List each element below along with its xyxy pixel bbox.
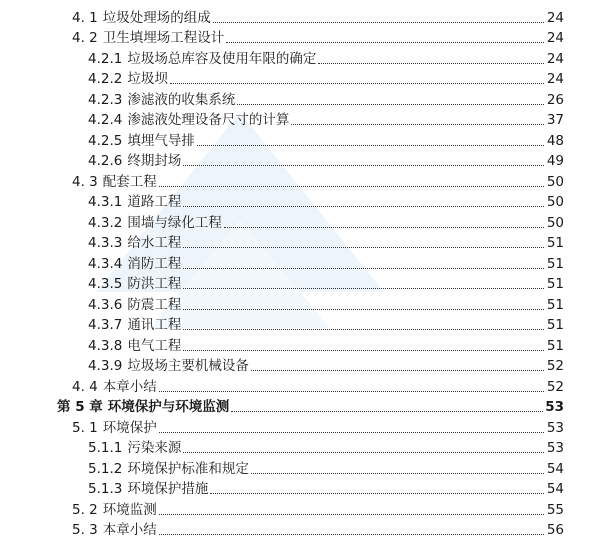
- toc-entry-number: 5.1.2: [88, 461, 122, 477]
- toc-entry-title: 垃圾处理场的组成: [103, 10, 211, 26]
- toc-entry-number: 4.3.8: [88, 338, 122, 354]
- toc-entry-page-number: 26: [546, 92, 564, 108]
- toc-entry[interactable]: [0, 354, 602, 375]
- toc-entry[interactable]: [0, 415, 602, 436]
- toc-entry[interactable]: [0, 292, 602, 313]
- toc-entry-title: 垃圾场总库容及使用年限的确定: [127, 51, 316, 67]
- toc-entry-title: 围墙与绿化工程: [127, 215, 222, 231]
- toc-entry-title: 垃圾场主要机械设备: [127, 358, 249, 374]
- toc-entry[interactable]: [0, 46, 602, 67]
- toc-entry-number: 4.3.2: [88, 215, 122, 231]
- toc-entry-title: 消防工程: [127, 256, 181, 272]
- toc-entry-number: 4.3.6: [88, 297, 122, 313]
- toc-dot-leader: [237, 104, 544, 105]
- toc-entry[interactable]: [0, 108, 602, 129]
- toc-entry[interactable]: [0, 313, 602, 334]
- toc-dot-leader: [159, 432, 544, 433]
- toc-entry-title: 通讯工程: [127, 317, 181, 333]
- toc-entry-page-number: 51: [546, 276, 564, 292]
- toc-entry-page-number: 51: [546, 317, 564, 333]
- toc-entry-page-number: 51: [546, 256, 564, 272]
- toc-entry[interactable]: [0, 333, 602, 354]
- toc-entry[interactable]: [0, 477, 602, 498]
- toc-entry-number: 4.2.3: [88, 92, 122, 108]
- toc-entry-number: 4.3.7: [88, 317, 122, 333]
- toc-entry[interactable]: [0, 149, 602, 170]
- toc-entry-title: 电气工程: [127, 338, 181, 354]
- toc-entry-number: 第 5 章: [57, 399, 103, 415]
- toc-entry-title: 终期封场: [127, 153, 181, 169]
- toc-entry-number: 4.2.6: [88, 153, 122, 169]
- toc-entry-number: 4.2.1: [88, 51, 122, 67]
- toc-entry-title: 本章小结: [103, 379, 157, 395]
- toc-entry-number: 5.1.3: [88, 481, 122, 497]
- toc-entry-page-number: 37: [546, 112, 564, 128]
- toc-dot-leader: [291, 124, 544, 125]
- toc-entry-number: 4.3.1: [88, 194, 122, 210]
- toc-entry[interactable]: [0, 436, 602, 457]
- toc-dot-leader: [159, 514, 544, 515]
- toc-dot-leader: [183, 268, 544, 269]
- toc-dot-leader: [213, 22, 544, 23]
- toc-entry-number: 5. 2: [72, 502, 98, 518]
- toc-entry-title: 环境保护标准和规定: [127, 461, 249, 477]
- toc-entry-number: 4.3.5: [88, 276, 122, 292]
- toc-dot-leader: [183, 350, 544, 351]
- toc-entry-title: 防震工程: [127, 297, 181, 313]
- toc-entry-page-number: 51: [546, 338, 564, 354]
- toc-entry-page-number: 56: [546, 522, 564, 538]
- toc-entry-title: 防洪工程: [127, 276, 181, 292]
- toc-dot-leader: [159, 391, 544, 392]
- toc-entry[interactable]: [0, 251, 602, 272]
- toc-entry-title: 配套工程: [103, 174, 157, 190]
- toc-entry-number: 4.2.5: [88, 133, 122, 149]
- toc-dot-leader: [159, 534, 544, 535]
- toc-entry-title: 环境保护措施: [127, 481, 208, 497]
- toc-dot-leader: [210, 493, 544, 494]
- toc-entry-title: 卫生填埋场工程设计: [103, 30, 225, 46]
- toc-entry-number: 4. 1: [72, 10, 98, 26]
- toc-entry-title: 环境保护与环境监测: [108, 399, 230, 415]
- toc-entry-title: 填埋气导排: [127, 133, 195, 149]
- toc-entry-number: 5. 3: [72, 522, 98, 538]
- toc-entry-page-number: 54: [546, 461, 564, 477]
- toc-entry-title: 渗滤液处理设备尺寸的计算: [127, 112, 289, 128]
- toc-entry[interactable]: [0, 190, 602, 211]
- toc-dot-leader: [183, 206, 544, 207]
- toc-entry-title: 渗滤液的收集系统: [127, 92, 235, 108]
- toc-entry[interactable]: [0, 231, 602, 252]
- toc-entry[interactable]: [0, 272, 602, 293]
- toc-entry[interactable]: [0, 374, 602, 395]
- toc-entry-number: 5.1.1: [88, 440, 122, 456]
- toc-entry-title: 道路工程: [127, 194, 181, 210]
- toc-entry[interactable]: [0, 518, 602, 538]
- toc-entry-title: 环境保护: [103, 420, 157, 436]
- toc-dot-leader: [183, 452, 544, 453]
- toc-entry[interactable]: [0, 128, 602, 149]
- toc-entry-title: 垃圾坝: [127, 71, 168, 87]
- toc-dot-leader: [318, 63, 544, 64]
- toc-entry-title: 污染来源: [127, 440, 181, 456]
- toc-entry-number: 4.3.3: [88, 235, 122, 251]
- toc-entry-page-number: 53: [546, 440, 564, 456]
- toc-entry[interactable]: [0, 5, 602, 26]
- toc-entry-number: 4.2.4: [88, 112, 122, 128]
- toc-dot-leader: [251, 370, 544, 371]
- toc-entry-page-number: 24: [546, 71, 564, 87]
- toc-dot-leader: [183, 165, 544, 166]
- toc-entry-page-number: 49: [546, 153, 564, 169]
- toc-entry[interactable]: [0, 395, 602, 416]
- toc-dot-leader: [159, 186, 544, 187]
- toc-entry-title: 本章小结: [103, 522, 157, 538]
- toc-entry-number: 4. 2: [72, 30, 98, 46]
- toc-entry-page-number: 53: [545, 399, 564, 415]
- toc-entry[interactable]: [0, 87, 602, 108]
- toc-entry-page-number: 24: [546, 51, 564, 67]
- toc-dot-leader: [183, 288, 544, 289]
- toc-dot-leader: [183, 309, 544, 310]
- toc-entry-number: 4. 3: [72, 174, 98, 190]
- toc-entry-page-number: 50: [546, 174, 564, 190]
- toc-entry-number: 5. 1: [72, 420, 98, 436]
- toc-entry-page-number: 52: [546, 379, 564, 395]
- toc-entry[interactable]: [0, 67, 602, 88]
- toc-entry-page-number: 24: [546, 30, 564, 46]
- toc-entry[interactable]: [0, 210, 602, 231]
- toc-dot-leader: [197, 145, 544, 146]
- toc-dot-leader: [251, 473, 544, 474]
- toc-entry-number: 4.3.4: [88, 256, 122, 272]
- toc-entry[interactable]: [0, 497, 602, 518]
- toc-entry[interactable]: [0, 456, 602, 477]
- toc-entry-page-number: 50: [546, 194, 564, 210]
- toc-entry-page-number: 24: [546, 10, 564, 26]
- toc-dot-leader: [183, 329, 544, 330]
- toc-entry-number: 4. 4: [72, 379, 98, 395]
- toc-entry-page-number: 51: [546, 297, 564, 313]
- toc-dot-leader: [183, 247, 544, 248]
- toc-dot-leader: [226, 42, 544, 43]
- toc-entry-page-number: 50: [546, 215, 564, 231]
- toc-dot-leader: [231, 411, 543, 412]
- toc-entry-title: 环境监测: [103, 502, 157, 518]
- toc-dot-leader: [170, 83, 544, 84]
- toc-entry-page-number: 48: [546, 133, 564, 149]
- toc-entry-number: 4.2.2: [88, 71, 122, 87]
- toc-entry-number: 4.3.9: [88, 358, 122, 374]
- toc-entry-page-number: 54: [546, 481, 564, 497]
- table-of-contents: [0, 5, 602, 538]
- toc-dot-leader: [224, 227, 544, 228]
- toc-entry-page-number: 51: [546, 235, 564, 251]
- toc-entry-title: 给水工程: [127, 235, 181, 251]
- toc-entry-page-number: 55: [546, 502, 564, 518]
- toc-entry-page-number: 53: [546, 420, 564, 436]
- toc-entry[interactable]: [0, 26, 602, 47]
- toc-entry-page-number: 52: [546, 358, 564, 374]
- toc-entry[interactable]: [0, 169, 602, 190]
